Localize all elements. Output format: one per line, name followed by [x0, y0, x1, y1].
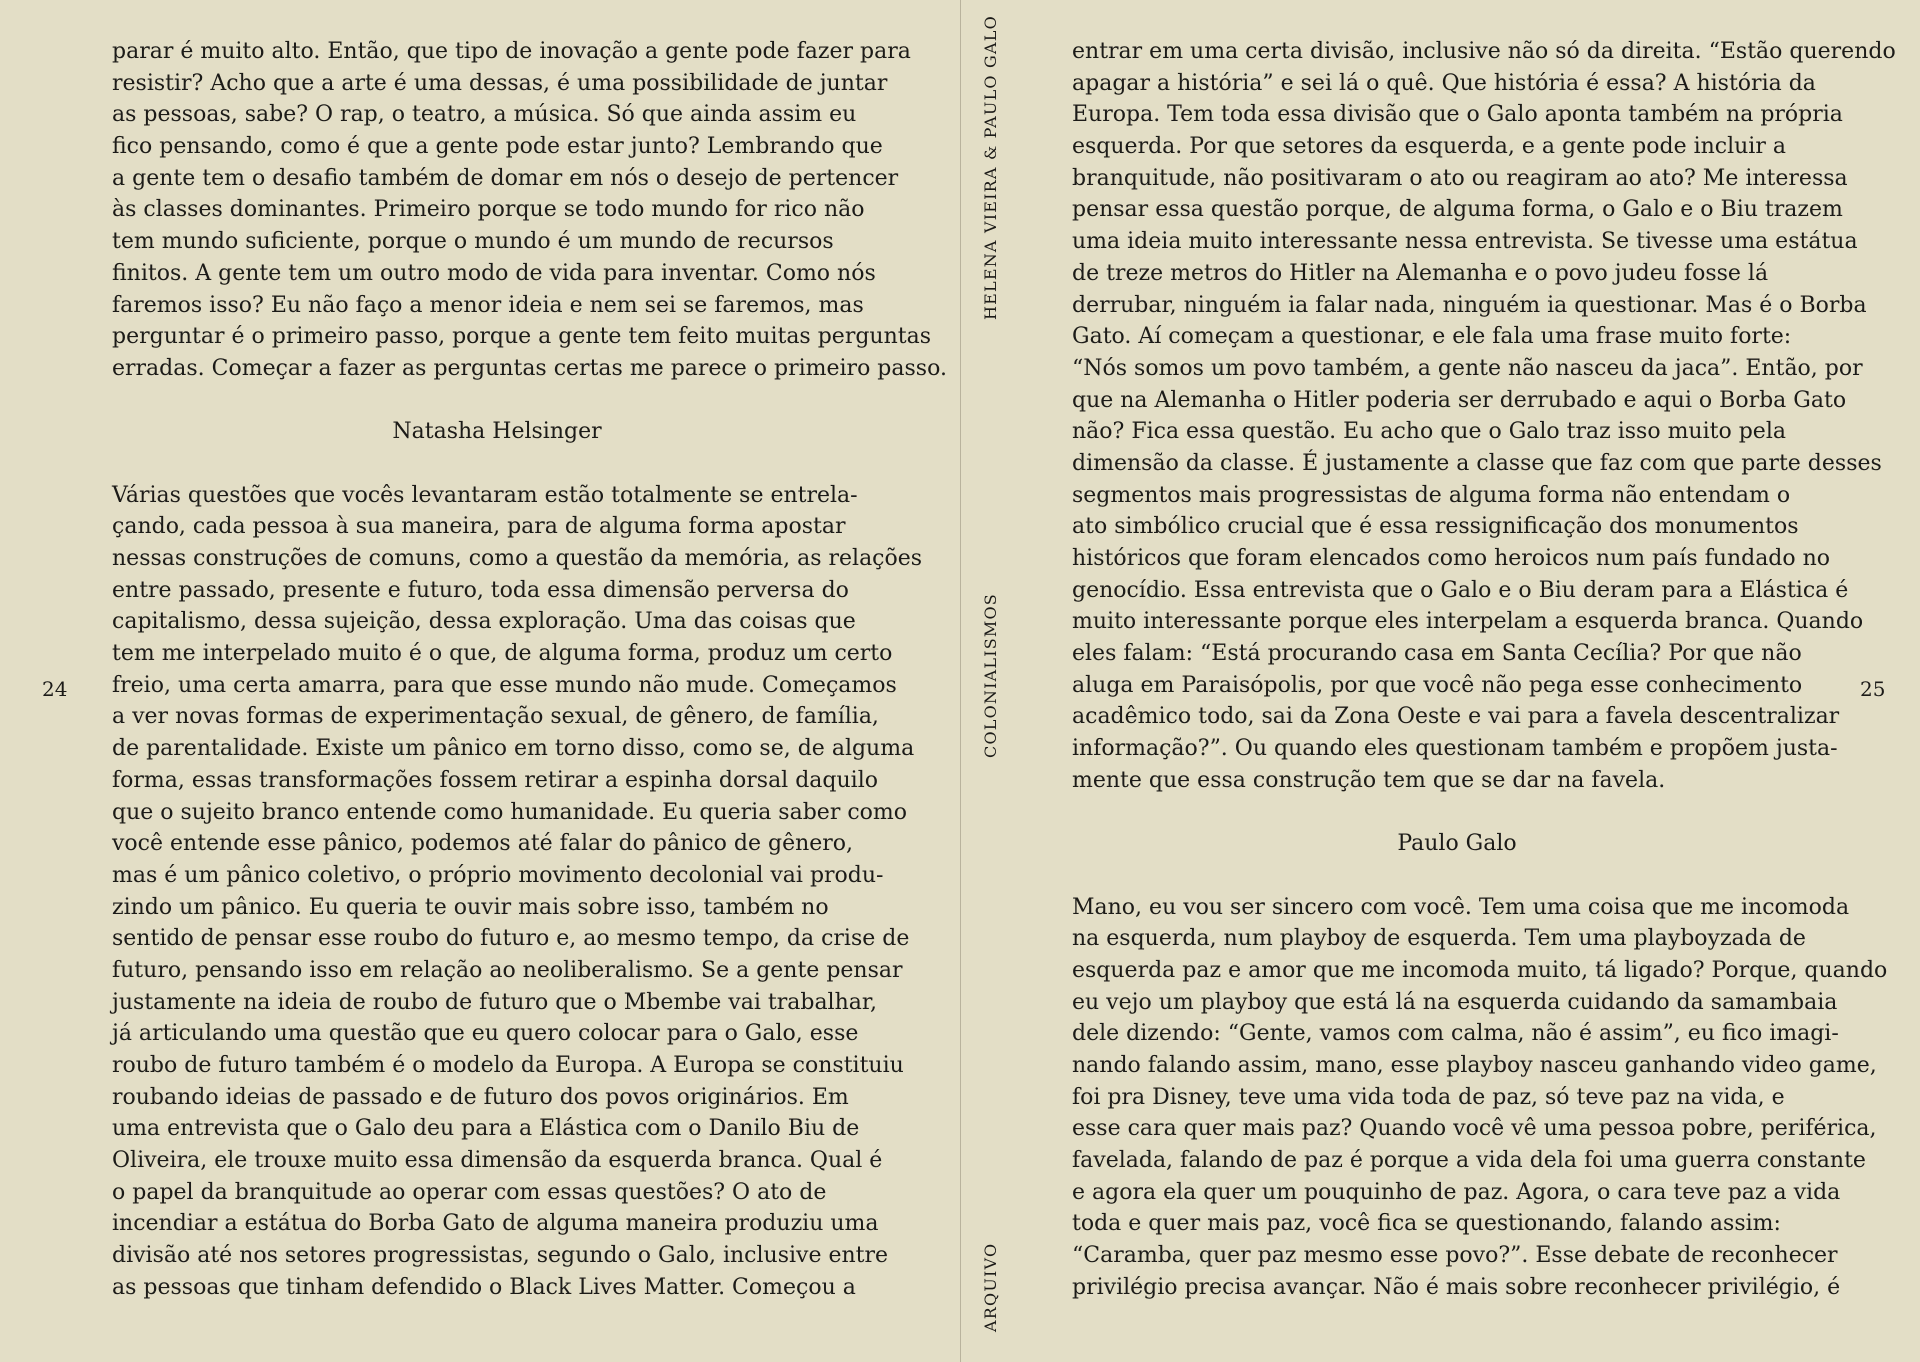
text-line: justamente na ideia de roubo de futuro que o Mbembe vai trabalhar,	[112, 989, 877, 1015]
text-line: esquerda paz e amor que me incomoda muito, tá ligado? Porque, quando	[1072, 957, 1888, 983]
text-line: esquerda. Por que setores da esquerda, e a gente pode incluir a	[1072, 134, 1786, 160]
text-line: Várias questões que vocês levantaram estão totalmente se entrela-	[112, 482, 858, 508]
text-line: pensar essa questão porque, de alguma forma, o Galo e o Biu trazem	[1072, 197, 1843, 223]
text-line: tem me interpelado muito é o que, de alguma forma, produz um certo	[112, 641, 893, 667]
paragraph-gap	[1072, 860, 1842, 892]
running-head-authors: HELENA VIEIRA & PAULO GALO	[981, 15, 1000, 320]
text-line: apagar a história” e sei lá o quê. Que história é essa? A história da	[1072, 70, 1816, 96]
text-line: e agora ela quer um pouquinho de paz. Agora, o cara teve paz a vida	[1072, 1179, 1841, 1205]
text-line: parar é muito alto. Então, que tipo de inovação a gente pode fazer para	[112, 39, 911, 64]
text-line: derrubar, ninguém ia falar nada, ninguém ia questionar. Mas é o Borba	[1072, 292, 1867, 318]
text-line: o papel da branquitude ao operar com essas questões? O ato de	[112, 1179, 827, 1205]
text-line: as pessoas que tinham defendido o Black Lives Matter. Começou a	[112, 1274, 856, 1300]
text-line: faremos isso? Eu não faço a menor ideia e nem sei se faremos, mas	[112, 292, 864, 318]
text-line: você entende esse pânico, podemos até falar do pânico de gênero,	[112, 831, 854, 857]
text-line: a ver novas formas de experimentação sexual, de gênero, de família,	[112, 704, 879, 730]
text-line: futuro, pensando isso em relação ao neoliberalismo. Se a gente pensar	[112, 957, 903, 983]
text-line: tem mundo suficiente, porque o mundo é um mundo de recursos	[112, 229, 834, 255]
text-line: genocídio. Essa entrevista que o Galo e o Biu deram para a Elástica é	[1072, 577, 1849, 603]
text-line: nessas construções de comuns, como a questão da memória, as relações	[112, 546, 923, 571]
text-line: roubando ideias de passado e de futuro dos povos originários. Em	[112, 1084, 849, 1110]
text-line: sentido de pensar esse roubo do futuro e, ao mesmo tempo, da crise de	[112, 926, 910, 952]
text-line: a gente tem o desafio também de domar em nós o desejo de pertencer	[112, 165, 899, 191]
running-head-archive: ARQUIVO	[981, 1242, 1000, 1332]
text-line: incendiar a estátua do Borba Gato de alguma maneira produziu uma	[112, 1211, 879, 1237]
text-line: históricos que foram elencados como heroicos num país fundado no	[1072, 546, 1831, 571]
text-line: não? Fica essa questão. Eu acho que o Galo traz isso muito pela	[1072, 419, 1786, 445]
text-line: resistir? Acho que a arte é uma dessas, é uma possibilidade de juntar	[112, 70, 888, 96]
text-line: roubo de futuro também é o modelo da Europa. A Europa se constituiu	[112, 1053, 904, 1078]
text-line: dele dizendo: “Gente, vamos com calma, não é assim”, eu fico imagi-	[1072, 1021, 1839, 1047]
text-line: fico pensando, como é que a gente pode estar junto? Lembrando que	[112, 134, 883, 160]
text-line: privilégio precisa avançar. Não é mais sobre reconhecer privilégio, é	[1072, 1274, 1841, 1300]
text-line: freio, uma certa amarra, para que esse mundo não mude. Começamos	[112, 672, 897, 698]
text-line: çando, cada pessoa à sua maneira, para de alguma forma apostar	[112, 514, 846, 540]
text-line: de treze metros do Hitler na Alemanha e o povo judeu fosse lá	[1072, 260, 1769, 286]
text-line: Gato. Aí começam a questionar, e ele fala uma frase muito forte:	[1072, 324, 1792, 350]
text-line: forma, essas transformações fossem retirar a espinha dorsal daquilo	[112, 767, 878, 793]
right-page	[961, 0, 1920, 1362]
text-line: divisão até nos setores progressistas, segundo o Galo, inclusive entre	[112, 1243, 889, 1269]
text-line: zindo um pânico. Eu queria te ouvir mais sobre isso, também no	[112, 894, 829, 920]
text-line: que o sujeito branco entende como humanidade. Eu queria saber como	[112, 799, 907, 825]
text-line: informação?”. Ou quando eles questionam também e propõem justa-	[1072, 736, 1838, 762]
text-line: acadêmico todo, sai da Zona Oeste e vai para a favela descentralizar	[1072, 704, 1840, 730]
text-line: mente que essa construção tem que se dar na favela.	[1072, 767, 1666, 793]
text-line: toda e quer mais paz, você fica se questionando, falando assim:	[1072, 1211, 1781, 1237]
speaker-name: Paulo Galo	[1397, 831, 1517, 857]
left-page-text	[112, 36, 947, 1304]
text-line: perguntar é o primeiro passo, porque a gente tem feito muitas perguntas	[112, 324, 932, 350]
text-line: eu vejo um playboy que está lá na esquerda cuidando da samambaia	[1072, 989, 1838, 1015]
text-line: às classes dominantes. Primeiro porque se todo mundo for rico não	[112, 197, 865, 223]
text-line: de parentalidade. Existe um pânico em torno disso, como se, de alguma	[112, 736, 915, 762]
text-line: já articulando uma questão que eu quero colocar para o Galo, esse	[112, 1021, 859, 1047]
text-line: muito interessante porque eles interpelam a esquerda branca. Quando	[1072, 609, 1864, 635]
text-line: “Caramba, quer paz mesmo esse povo?”. Esse debate de reconhecer	[1072, 1243, 1838, 1269]
text-line: capitalismo, dessa sujeição, dessa exploração. Uma das coisas que	[112, 609, 856, 635]
text-line: Oliveira, ele trouxe muito essa dimensão da esquerda branca. Qual é	[112, 1148, 883, 1174]
text-line: finitos. A gente tem um outro modo de vida para inventar. Como nós	[112, 260, 876, 286]
text-line: favelada, falando de paz é porque a vida dela foi uma guerra constante	[1072, 1148, 1866, 1174]
text-line: entrar em uma certa divisão, inclusive não só da direita. “Estão querendo	[1072, 39, 1896, 64]
text-line: segmentos mais progressistas de alguma forma não entendam o	[1072, 482, 1791, 508]
speaker-name: Natasha Helsinger	[392, 419, 602, 445]
text-line: as pessoas, sabe? O rap, o teatro, a música. Só que ainda assim eu	[112, 102, 857, 128]
text-line: mas é um pânico coletivo, o próprio movimento decolonial vai produ-	[112, 862, 884, 888]
text-line: dimensão da classe. É justamente a classe que faz com que parte desses	[1072, 450, 1882, 476]
text-line: foi pra Disney, teve uma vida toda de paz, só teve paz na vida, e	[1072, 1084, 1785, 1110]
text-line: Mano, eu vou ser sincero com você. Tem uma coisa que me incomoda	[1072, 894, 1850, 920]
text-line: entre passado, presente e futuro, toda essa dimensão perversa do	[112, 577, 849, 603]
text-line: erradas. Começar a fazer as perguntas certas me parece o primeiro passo.	[112, 355, 947, 381]
text-line: nando falando assim, mano, esse playboy nasceu ganhando video game,	[1072, 1053, 1877, 1078]
text-line: na esquerda, num playboy de esquerda. Tem uma playboyzada de	[1072, 926, 1806, 952]
page-number-left: 24	[42, 677, 68, 701]
text-line: esse cara quer mais paz? Quando você vê uma pessoa pobre, periférica,	[1072, 1116, 1877, 1142]
text-line: ato simbólico crucial que é essa ressignificação dos monumentos	[1072, 514, 1799, 540]
text-line: “Nós somos um povo também, a gente não nasceu da jaca”. Então, por	[1072, 355, 1863, 381]
text-line: branquitude, não positivaram o ato ou reagiram ao ato? Me interessa	[1072, 165, 1848, 191]
page-number-right: 25	[1860, 677, 1886, 701]
paragraph-gap	[112, 385, 882, 417]
text-line: que na Alemanha o Hitler poderia ser derrubado e aqui o Borba Gato	[1072, 387, 1847, 413]
text-line: aluga em Paraisópolis, por que você não pega esse conhecimento	[1072, 672, 1803, 698]
paragraph-gap	[1072, 797, 1842, 829]
text-line: eles falam: “Está procurando casa em Santa Cecília? Por que não	[1072, 641, 1802, 667]
text-line: uma ideia muito interessante nessa entrevista. Se tivesse uma estátua	[1072, 229, 1858, 255]
text-line: Europa. Tem toda essa divisão que o Galo aponta também na própria	[1072, 102, 1843, 128]
text-line: uma entrevista que o Galo deu para a Elástica com o Danilo Biu de	[112, 1116, 860, 1142]
paragraph-gap	[112, 448, 882, 480]
running-head-section: COLONIALISMOS	[981, 593, 1000, 758]
